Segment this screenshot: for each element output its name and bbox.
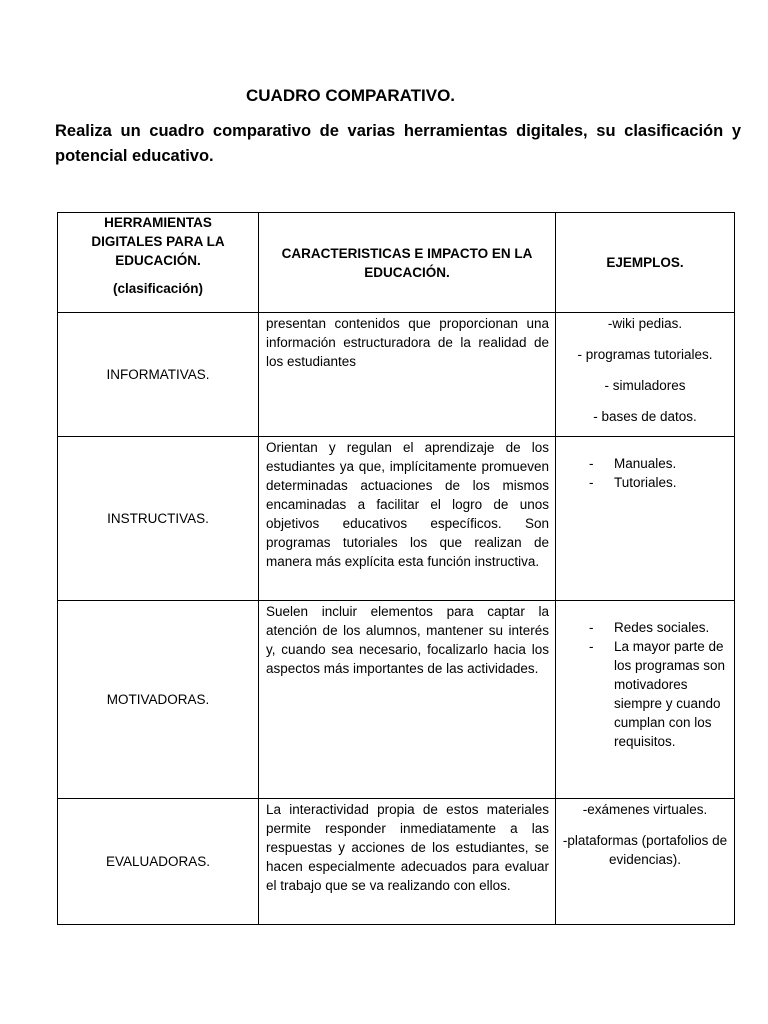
- example-item: - Manuales.: [589, 454, 728, 473]
- examples-list: [562, 602, 728, 751]
- example-item: -exámenes virtuales.: [582, 802, 708, 817]
- description-cell: La interactividad propia de estos materiales permite responder inmediatamente a las respuestas y acciones de los estudiantes, se hacen especialmente adecuados para evaluar el trabajo que se va realizando con ellos.: [259, 799, 556, 925]
- header-line: DIGITALES PARA LA: [91, 234, 225, 249]
- example-item: - simuladores: [604, 378, 686, 393]
- header-line: EDUCACIÓN.: [115, 253, 201, 268]
- header-line: HERRAMIENTAS: [104, 215, 212, 230]
- document-title: CUADRO COMPARATIVO.: [246, 86, 456, 105]
- category-cell: INSTRUCTIVAS.: [58, 437, 259, 601]
- examples-list: [562, 438, 728, 492]
- description-cell: Orientan y regulan el aprendizaje de los estudiantes ya que, implícitamente promueven determinadas actuaciones de los mismos encaminadas a facilitar el logro de unos objetivos educativos específicos. Son programas tutoriales los que realizan de manera más explícita esta función instructiva.: [259, 437, 556, 601]
- table-row: [58, 799, 735, 925]
- category-cell: EVALUADORAS.: [58, 799, 259, 925]
- header-examples: EJEMPLOS.: [556, 213, 735, 313]
- table-row: [58, 437, 735, 601]
- table-header-row: [58, 213, 735, 313]
- examples-cell: [556, 799, 735, 925]
- example-item: - bases de datos.: [593, 409, 697, 424]
- table-row: [58, 601, 735, 799]
- example-item: -wiki pedias.: [607, 316, 683, 331]
- example-item: -plataformas (portafolios de evidencias).: [562, 833, 728, 867]
- header-subtitle: (clasificación): [112, 281, 204, 296]
- example-item: - Redes sociales.: [589, 618, 728, 637]
- examples-cell: [556, 313, 735, 437]
- example-item: - La mayor parte de los programas son motivadores siempre y cuando cumplan con los requisitos.: [589, 637, 728, 751]
- instructions-paragraph: Realiza un cuadro comparativo de varias herramientas digitales, su clasificación y potencial educativo.: [55, 122, 741, 165]
- table-row: [58, 313, 735, 437]
- example-item: - Tutoriales.: [589, 473, 728, 492]
- description-cell: presentan contenidos que proporcionan una información estructuradora de la realidad de los estudiantes: [259, 313, 556, 437]
- comparison-table: [57, 212, 735, 925]
- examples-cell: [556, 601, 735, 799]
- examples-cell: [556, 437, 735, 601]
- example-item: - programas tutoriales.: [577, 347, 713, 362]
- category-cell: MOTIVADORAS.: [58, 601, 259, 799]
- category-cell: INFORMATIVAS.: [58, 313, 259, 437]
- header-characteristics: CARACTERISTICAS E IMPACTO EN LA EDUCACIÓN.: [259, 213, 556, 313]
- header-classification: [58, 213, 259, 313]
- description-cell: Suelen incluir elementos para captar la atención de los alumnos, mantener su interés y, cuando sea necesario, focalizarlo hacia los aspectos más importantes de las actividades.: [259, 601, 556, 799]
